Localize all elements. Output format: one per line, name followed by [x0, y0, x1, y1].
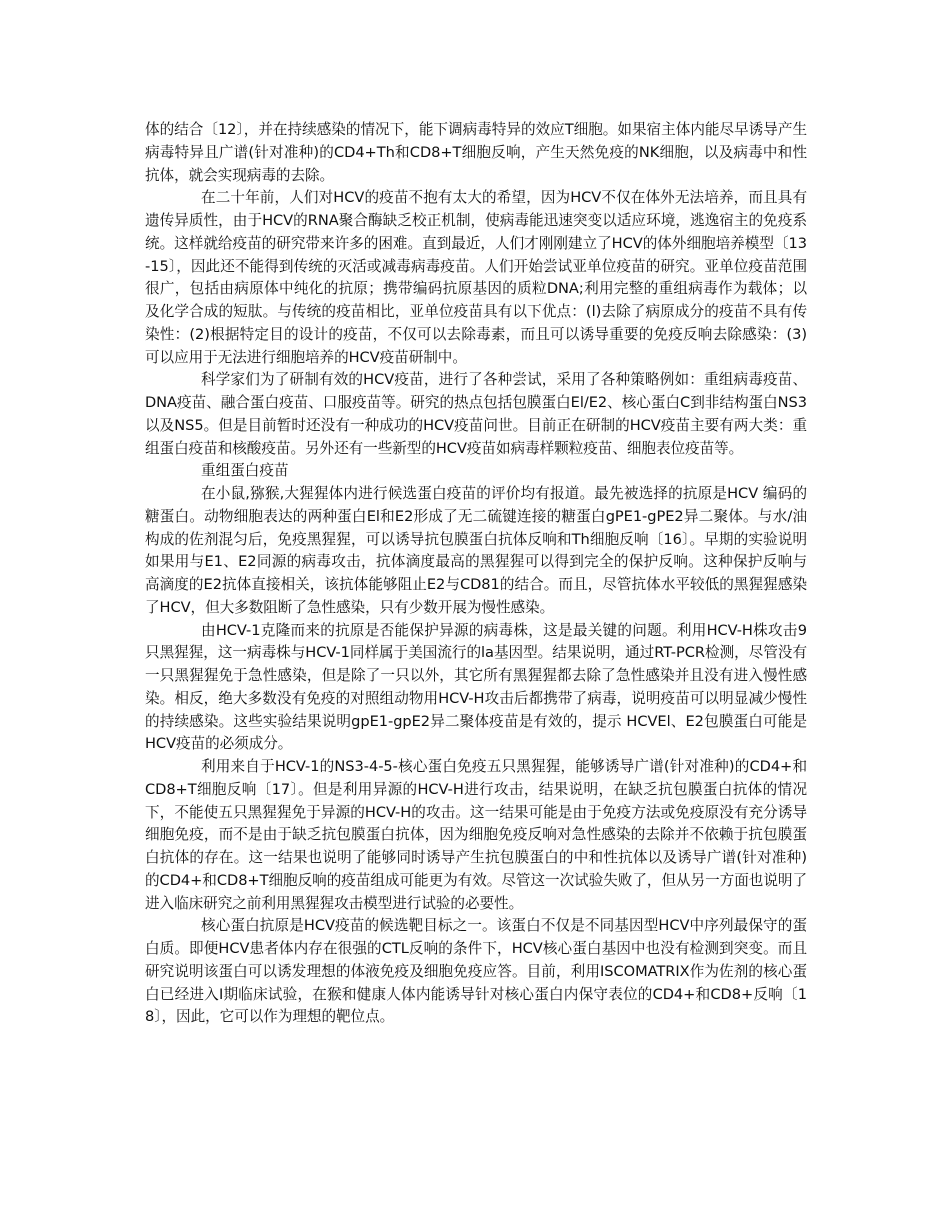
paragraph-heterologous: 由HCV-1克隆而来的抗原是否能保护异源的病毒株，这是最关键的问题。利用HCV-H株攻击9只黑猩猩，这一病毒株与HCV-1同样属于美国流行的la基因型。结果说明，通过RT-PCR检测，尽管没有一只黑猩猩免于急性感染，但是除了一只以外，其它所有黑猩猩都去除了急性感染并且没有进入慢性感染。相反，绝大多数没有免疫的对照组动物用HCV-H攻击后都携带了病毒，说明疫苗可以明显减少慢性的持续感染。这些实验结果说明gpE1-gpE2异二聚体疫苗是有效的，提示 HCVEl、E2包膜蛋白可能是HCV疫苗的必须成分。 — [145, 621, 807, 753]
paragraph-history: 在二十年前，人们对HCV的疫苗不抱有太大的希望，因为HCV不仅在体外无法培养，而且具有遗传异质性，由于HCV的RNA聚合酶缺乏校正机制，使病毒能迅速突变以适应环境，逃逸宿主的免疫系统。这样就给疫苗的研究带来许多的困难。直到最近，人们才刚刚建立了HCV的体外细胞培养模型〔13-15〕，因此还不能得到传统的灭活或减毒病毒疫苗。人们开始尝试亚单位疫苗的研究。亚单位疫苗范围很广，包括由病原体中纯化的抗原；携带编码抗原基因的质粒DNA;利用完整的重组病毒作为载体；以及化学合成的短肽。与传统的疫苗相比，亚单位疫苗具有以下优点：(l)去除了病原成分的疫苗不具有传染性：(2)根据特定目的设计的疫苗，不仅可以去除毒素，而且可以诱导重要的免疫反响去除感染：(3)可以应用于无法进行细胞培养的HCV疫苗研制中。 — [145, 189, 807, 366]
paragraph-core-antigen: 核心蛋白抗原是HCV疫苗的候选靶目标之一。该蛋白不仅是不同基因型HCV中序列最保守的蛋白质。即便HCV患者体内存在很强的CTL反响的条件下，HCV核心蛋白基因中也没有检测到突变。而且研究说明该蛋白可以诱发理想的体液免疫及细胞免疫应答。目前，利用ISCOMATRIX作为佐剂的核心蛋白已经进入I期临床试验，在猴和健康人体内能诱导针对核心蛋白内保守表位的CD4+和CD8+反响〔18〕，因此，它可以作为理想的靶位点。 — [145, 917, 807, 1026]
paragraph-ns3-core: 利用来自于HCV-1的NS3-4-5-核心蛋白免疫五只黑猩猩，能够诱导广谱(针对准种)的CD4+和CD8+T细胞反响〔17〕。但是利用异源的HCV-H进行攻击，结果说明，在缺乏抗包膜蛋白抗体的情况下，不能使五只黑猩猩免于异源的HCV-H的攻击。这一结果可能是由于免疫方法或免疫原没有充分诱导细胞免疫，而不是由于缺乏抗包膜蛋白抗体，因为细胞免疫反响对急性感染的去除并不依赖于抗包膜蛋白抗体的存在。这一结果也说明了能够同时诱导产生抗包膜蛋白的中和性抗体以及诱导广谱(针对准种)的CD4+和CD8+T细胞反响的疫苗组成可能更为有效。尽管这一次试验失败了，但从另一方面也说明了进入临床研究之前利用黑猩猩攻击模型进行试验的必要性。 — [145, 758, 807, 912]
section-heading: 重组蛋白疫苗 — [201, 462, 289, 480]
document-page — [145, 119, 807, 1029]
paragraph-intro: 体的结合〔12〕，并在持续感染的情况下，能下调病毒特异的效应T细胞。如果宿主体内能尽早诱导产生病毒特异且广谱(针对准种)的CD4+Th和CD8+T细胞反响，产生天然免疫的NK细胞，以及病毒中和性抗体，就会实现病毒的去除。 — [145, 121, 807, 184]
paragraph-strategies: 科学家们为了研制有效的HCV疫苗，进行了各种尝试，采用了各种策略例如：重组病毒疫苗、DNA疫苗、融合蛋白疫苗、口服疫苗等。研究的热点包括包膜蛋白El/E2、核心蛋白C到非结构蛋白NS3以及NS5。但是目前暂时还没有一种成功的HCV疫苗问世。目前正在研制的HCV疫苗主要有两大类：重组蛋白疫苗和核酸疫苗。另外还有一些新型的HCV疫苗如病毒样颗粒疫苗、细胞表位疫苗等。 — [145, 371, 807, 457]
paragraph-protein-vaccine: 在小鼠,猕猴,大猩猩体内进行候选蛋白疫苗的评价均有报道。最先被选择的抗原是HCV 编码的糖蛋白。动物细胞表达的两种蛋白El和E2形成了无二硫键连接的糖蛋白gPE1-gPE2异二聚体。与水/油构成的佐剂混匀后，免疫黑猩猩，可以诱导抗包膜蛋白抗体反响和Th细胞反响〔16〕。早期的实验说明如果用与E1、E2同源的病毒攻击，抗体滴度最高的黑猩猩可以得到完全的保护反响。这种保护反响与高滴度的E2抗体直接相关，该抗体能够阻止E2与CD81的结合。而且，尽管抗体水平较低的黑猩猩感染了HCV，但大多数阻断了急性感染，只有少数开展为慢性感染。 — [145, 485, 807, 616]
